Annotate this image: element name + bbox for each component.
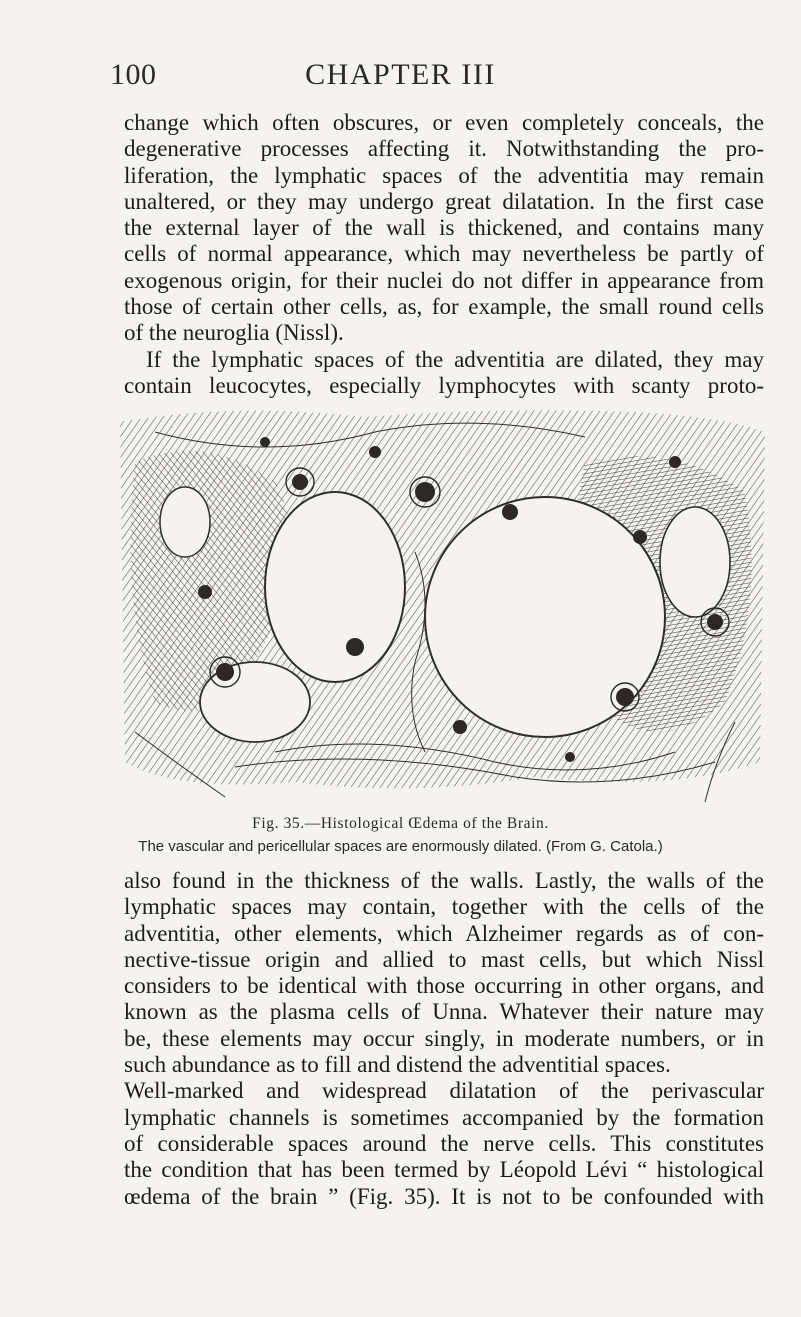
figure-caption: The vascular and pericellular spaces are enormously dilated. (From G. Catola.) bbox=[138, 838, 663, 855]
text-line: the external layer of the wall is thickened, and contains many bbox=[124, 215, 764, 241]
text-line: those of certain other cells, as, for example, the small round cells bbox=[124, 294, 764, 320]
text-line: such abundance as to fill and distend the adventitial spaces. bbox=[124, 1052, 671, 1078]
text-line: change which often obscures, or even completely conceals, the bbox=[124, 110, 764, 135]
text-line: also found in the thickness of the walls. Lastly, the walls of the bbox=[124, 868, 764, 893]
body-text-bottom bbox=[124, 868, 764, 1210]
text-line: the condition that has been termed by Léopold Lévi “ histological bbox=[124, 1157, 764, 1183]
histology-figure bbox=[115, 402, 769, 817]
text-line: of the neuroglia (Nissl). bbox=[124, 320, 344, 346]
text-line: degenerative processes affecting it. Notwithstanding the pro- bbox=[124, 136, 764, 162]
histology-illustration bbox=[115, 402, 769, 817]
text-line: Well-marked and widespread dilatation of the perivascular bbox=[124, 1078, 764, 1104]
text-line: liferation, the lymphatic spaces of the adventitia may remain bbox=[124, 162, 764, 188]
text-line: considers to be identical with those occurring in other organs, and bbox=[124, 973, 764, 999]
text-line: lymphatic spaces may contain, together with the cells of the bbox=[124, 894, 764, 920]
text-line: nective-tissue origin and allied to mast cells, but which Nissl bbox=[124, 946, 764, 972]
chapter-heading: CHAPTER III bbox=[305, 58, 496, 91]
figure-label: Fig. 35.—Histological Œdema of the Brain. bbox=[252, 815, 549, 832]
text-line: of considerable spaces around the nerve cells. This constitutes bbox=[124, 1130, 764, 1156]
text-line: cells of normal appearance, which may nevertheless be partly of bbox=[124, 241, 764, 267]
text-line: œdema of the brain ” (Fig. 35). It is not to be confounded with bbox=[124, 1183, 764, 1209]
body-text-top bbox=[124, 110, 764, 426]
text-line: adventitia, other elements, which Alzheimer regards as of con- bbox=[124, 920, 764, 946]
text-line: lymphatic channels is sometimes accompanied by the formation bbox=[124, 1104, 764, 1130]
text-line: exogenous origin, for their nuclei do not differ in appearance from bbox=[124, 267, 764, 293]
text-line: If the lymphatic spaces of the adventitia are dilated, they may bbox=[146, 346, 764, 372]
text-line: be, these elements may occur singly, in moderate numbers, or in bbox=[124, 1025, 764, 1051]
page-number: 100 bbox=[110, 58, 157, 91]
text-line: known as the plasma cells of Unna. Whatever their nature may bbox=[124, 999, 764, 1025]
text-line: contain leucocytes, especially lymphocytes with scanty proto- bbox=[124, 372, 764, 398]
text-line: unaltered, or they may undergo great dilatation. In the first case bbox=[124, 188, 764, 214]
